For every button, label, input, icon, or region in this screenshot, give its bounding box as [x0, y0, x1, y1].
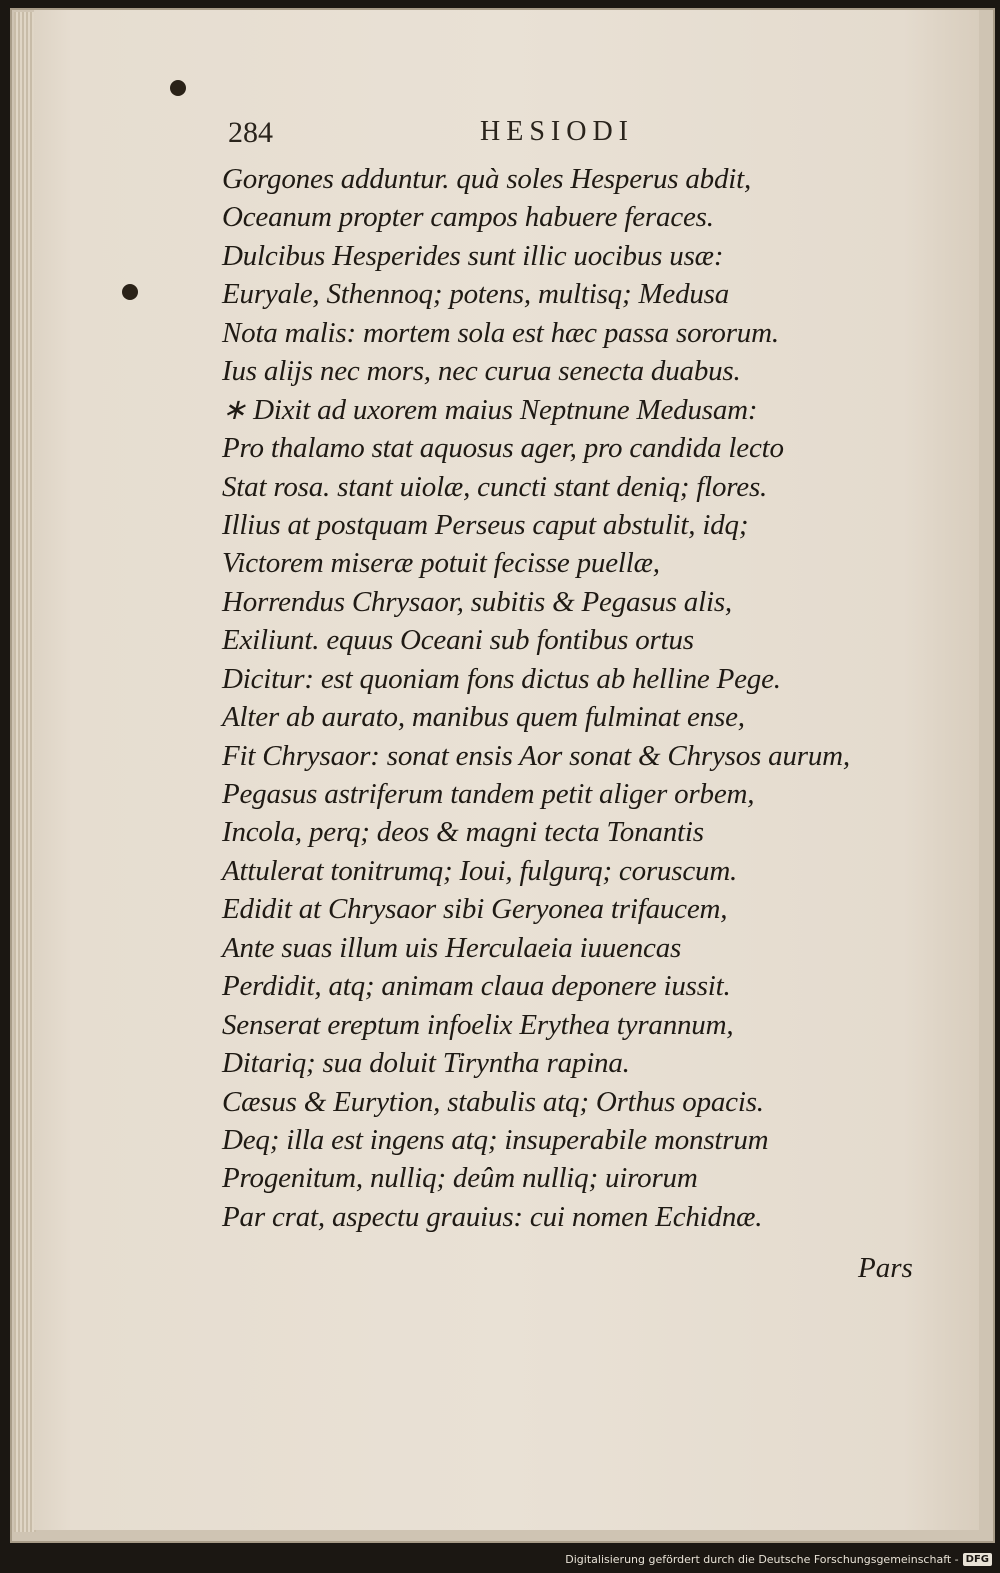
- page-edges: [14, 12, 36, 1532]
- verse-line: Illius at postquam Perseus caput abstulit, idq;: [222, 508, 749, 541]
- verse-line: Pro thalamo stat aquosus ager, pro candida lecto: [222, 432, 784, 465]
- verse-line: Euryale, Sthennoq; potens, multisq; Medusa: [222, 278, 730, 311]
- verse-line: Ius alijs nec mors, nec curua senecta duabus.: [222, 355, 741, 388]
- digitization-credit: [565, 1549, 992, 1569]
- dfg-logo: DFG: [963, 1553, 992, 1566]
- verse-line: Horrendus Chrysaor, subitis & Pegasus alis,: [222, 585, 732, 618]
- verse-line: Senserat ereptum infoelix Erythea tyrannum,: [222, 1008, 734, 1041]
- catchword: Pars: [858, 1252, 913, 1284]
- verse-line: Cæsus & Eurytion, stabulis atq; Orthus opacis.: [222, 1085, 764, 1118]
- verse-line: Incola, perq; deos & magni tecta Tonantis: [222, 816, 704, 849]
- verse-line: Stat rosa. stant uiolæ, cuncti stant deniq; flores.: [222, 470, 768, 503]
- verse-line: Deq; illa est ingens atq; insuperabile monstrum: [222, 1123, 769, 1156]
- verse-line: Oceanum propter campos habuere feraces.: [222, 201, 714, 234]
- verse-line: ∗ Dixit ad uxorem maius Neptnune Medusam:: [222, 393, 758, 426]
- verse-line: Edidit at Chrysaor sibi Geryonea trifaucem,: [222, 893, 728, 926]
- verse-line: Victorem miseræ potuit fecisse puellæ,: [222, 547, 660, 580]
- verse-line: Dicitur: est quoniam fons dictus ab helline Pege.: [222, 662, 781, 695]
- verse-line: Progenitum, nulliq; deûm nulliq; uirorum: [222, 1162, 698, 1195]
- verse-line: Pegasus astriferum tandem petit aliger orbem,: [222, 778, 755, 810]
- verse-line: Gorgones adduntur. quà soles Hesperus abdit,: [222, 163, 752, 195]
- verse-line: Exiliunt. equus Oceani sub fontibus ortus: [222, 624, 694, 657]
- running-title: HESIODI: [480, 116, 634, 147]
- verse-line: Par crat, aspectu grauius: cui nomen Echidnæ.: [222, 1200, 763, 1233]
- page-header: [228, 112, 928, 156]
- verse-line: Perdidit, atq; animam claua deponere iussit.: [222, 970, 731, 1003]
- verse-line: Attulerat tonitrumq; Ioui, fulgurq; coruscum.: [222, 854, 738, 887]
- verse-block: [222, 160, 932, 1236]
- binding-hole-middle: [122, 284, 138, 300]
- verse-line: Nota malis: mortem sola est hæc passa sororum.: [222, 316, 779, 349]
- binding-hole-top: [170, 80, 186, 96]
- verse-line: Ante suas illum uis Herculaeia iuuencas: [222, 931, 682, 964]
- credit-text: Digitalisierung gefördert durch die Deutsche Forschungsgemeinschaft -: [565, 1552, 959, 1566]
- verse-line: Ditariq; sua doluit Tiryntha rapina.: [222, 1047, 630, 1080]
- page-number: 284: [228, 116, 273, 149]
- verse-line: Fit Chrysaor: sonat ensis Aor sonat & Chrysos aurum,: [222, 739, 850, 772]
- verse-line: Dulcibus Hesperides sunt illic uocibus usæ:: [222, 239, 724, 272]
- verse-line: Alter ab aurato, manibus quem fulminat ense,: [222, 701, 745, 734]
